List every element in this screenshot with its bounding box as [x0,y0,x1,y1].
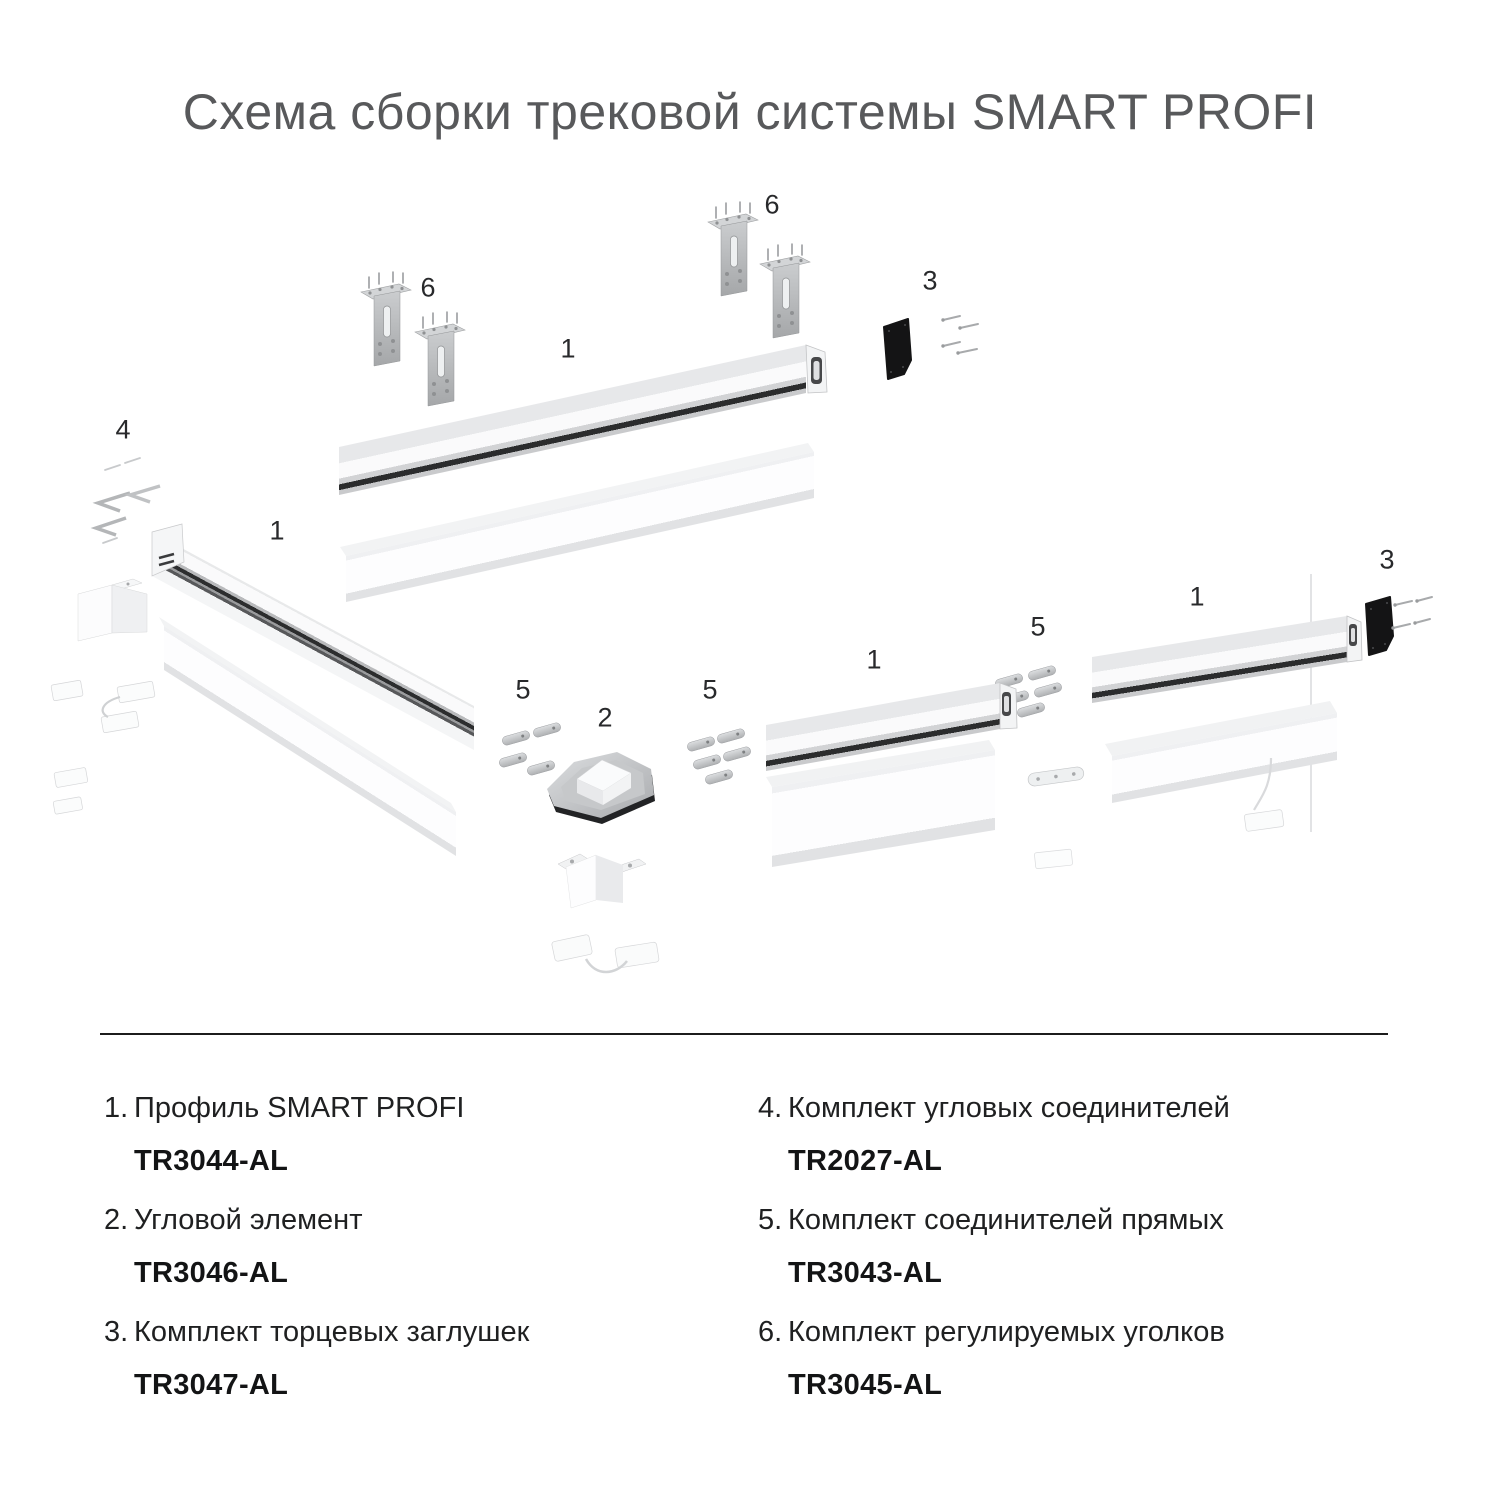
legend-item-label: Комплект угловых соединителей [788,1092,1230,1124]
cap-screws-top [941,316,978,355]
callout-1-right: 1 [1189,581,1205,612]
connector-box-small [1034,849,1072,869]
legend-item-code: TR3047-AL [134,1369,289,1401]
callout-1-top: 1 [560,333,576,364]
callout-2: 2 [597,702,613,733]
legend-item-label: Профиль SMART PROFI [134,1092,465,1124]
callout-5-left: 5 [515,674,531,705]
end-cap-top [884,319,911,379]
legend-item-label: Угловой элемент [134,1204,363,1236]
straight-connector-plates-b [686,728,751,785]
page-title: Схема сборки трековой системы SMART PROFI [182,84,1318,140]
legend-item-3 [104,1315,704,1402]
legend-item-2 [104,1203,704,1290]
wire-connector-left [51,680,155,733]
connector-plate-long [1027,766,1084,787]
callout-3-top: 3 [922,265,938,296]
legend-item-5 [758,1203,1418,1290]
wire-connector-left-lower [53,767,88,814]
legend-item-number: 1. [104,1092,129,1124]
corner-housing [78,579,147,641]
corner-element [547,752,655,824]
legend-item-code: TR3045-AL [788,1369,943,1401]
legend-item-code: TR3044-AL [134,1145,289,1177]
legend-item-code: TR3043-AL [788,1257,943,1289]
legend-item-1 [104,1091,704,1178]
legend-item-number: 2. [104,1204,129,1236]
legend-item-number: 5. [758,1204,783,1236]
legend-item-code: TR3046-AL [134,1257,289,1289]
corner-bracket [558,854,646,908]
legend-divider [100,1033,1388,1035]
legend-item-number: 3. [104,1316,129,1348]
cap-screws-right [1391,597,1432,630]
legend-column-1 [104,1091,704,1427]
track-profile-right [1092,616,1362,703]
callout-3-right: 3 [1379,544,1395,575]
end-cap-right [1366,597,1393,655]
straight-connector-plates-a [498,722,561,776]
legend-item-number: 6. [758,1316,783,1348]
ceiling-bracket-pair-right [708,202,810,338]
callout-1-left: 1 [269,515,285,546]
legend-item-label: Комплект регулируемых уголков [788,1316,1225,1348]
callout-6-left: 6 [420,272,436,303]
legend-item-6 [758,1315,1418,1402]
legend-item-number: 4. [758,1092,783,1124]
callout-1-mid: 1 [866,644,882,675]
ceiling-bracket-pair-left [361,272,465,406]
flex-connector [551,934,659,972]
track-cover-right [1105,701,1337,803]
legend-item-4 [758,1091,1418,1178]
legend-column-2 [758,1091,1418,1427]
legend-item-label: Комплект соединителей прямых [788,1204,1224,1236]
callout-5-mid: 5 [702,674,718,705]
callout-6-right: 6 [764,189,780,220]
legend-item-label: Комплект торцевых заглушек [134,1316,530,1348]
corner-connector-set [96,458,160,543]
callout-5-right: 5 [1030,611,1046,642]
callout-4: 4 [115,414,131,445]
legend-item-code: TR2027-AL [788,1145,943,1177]
